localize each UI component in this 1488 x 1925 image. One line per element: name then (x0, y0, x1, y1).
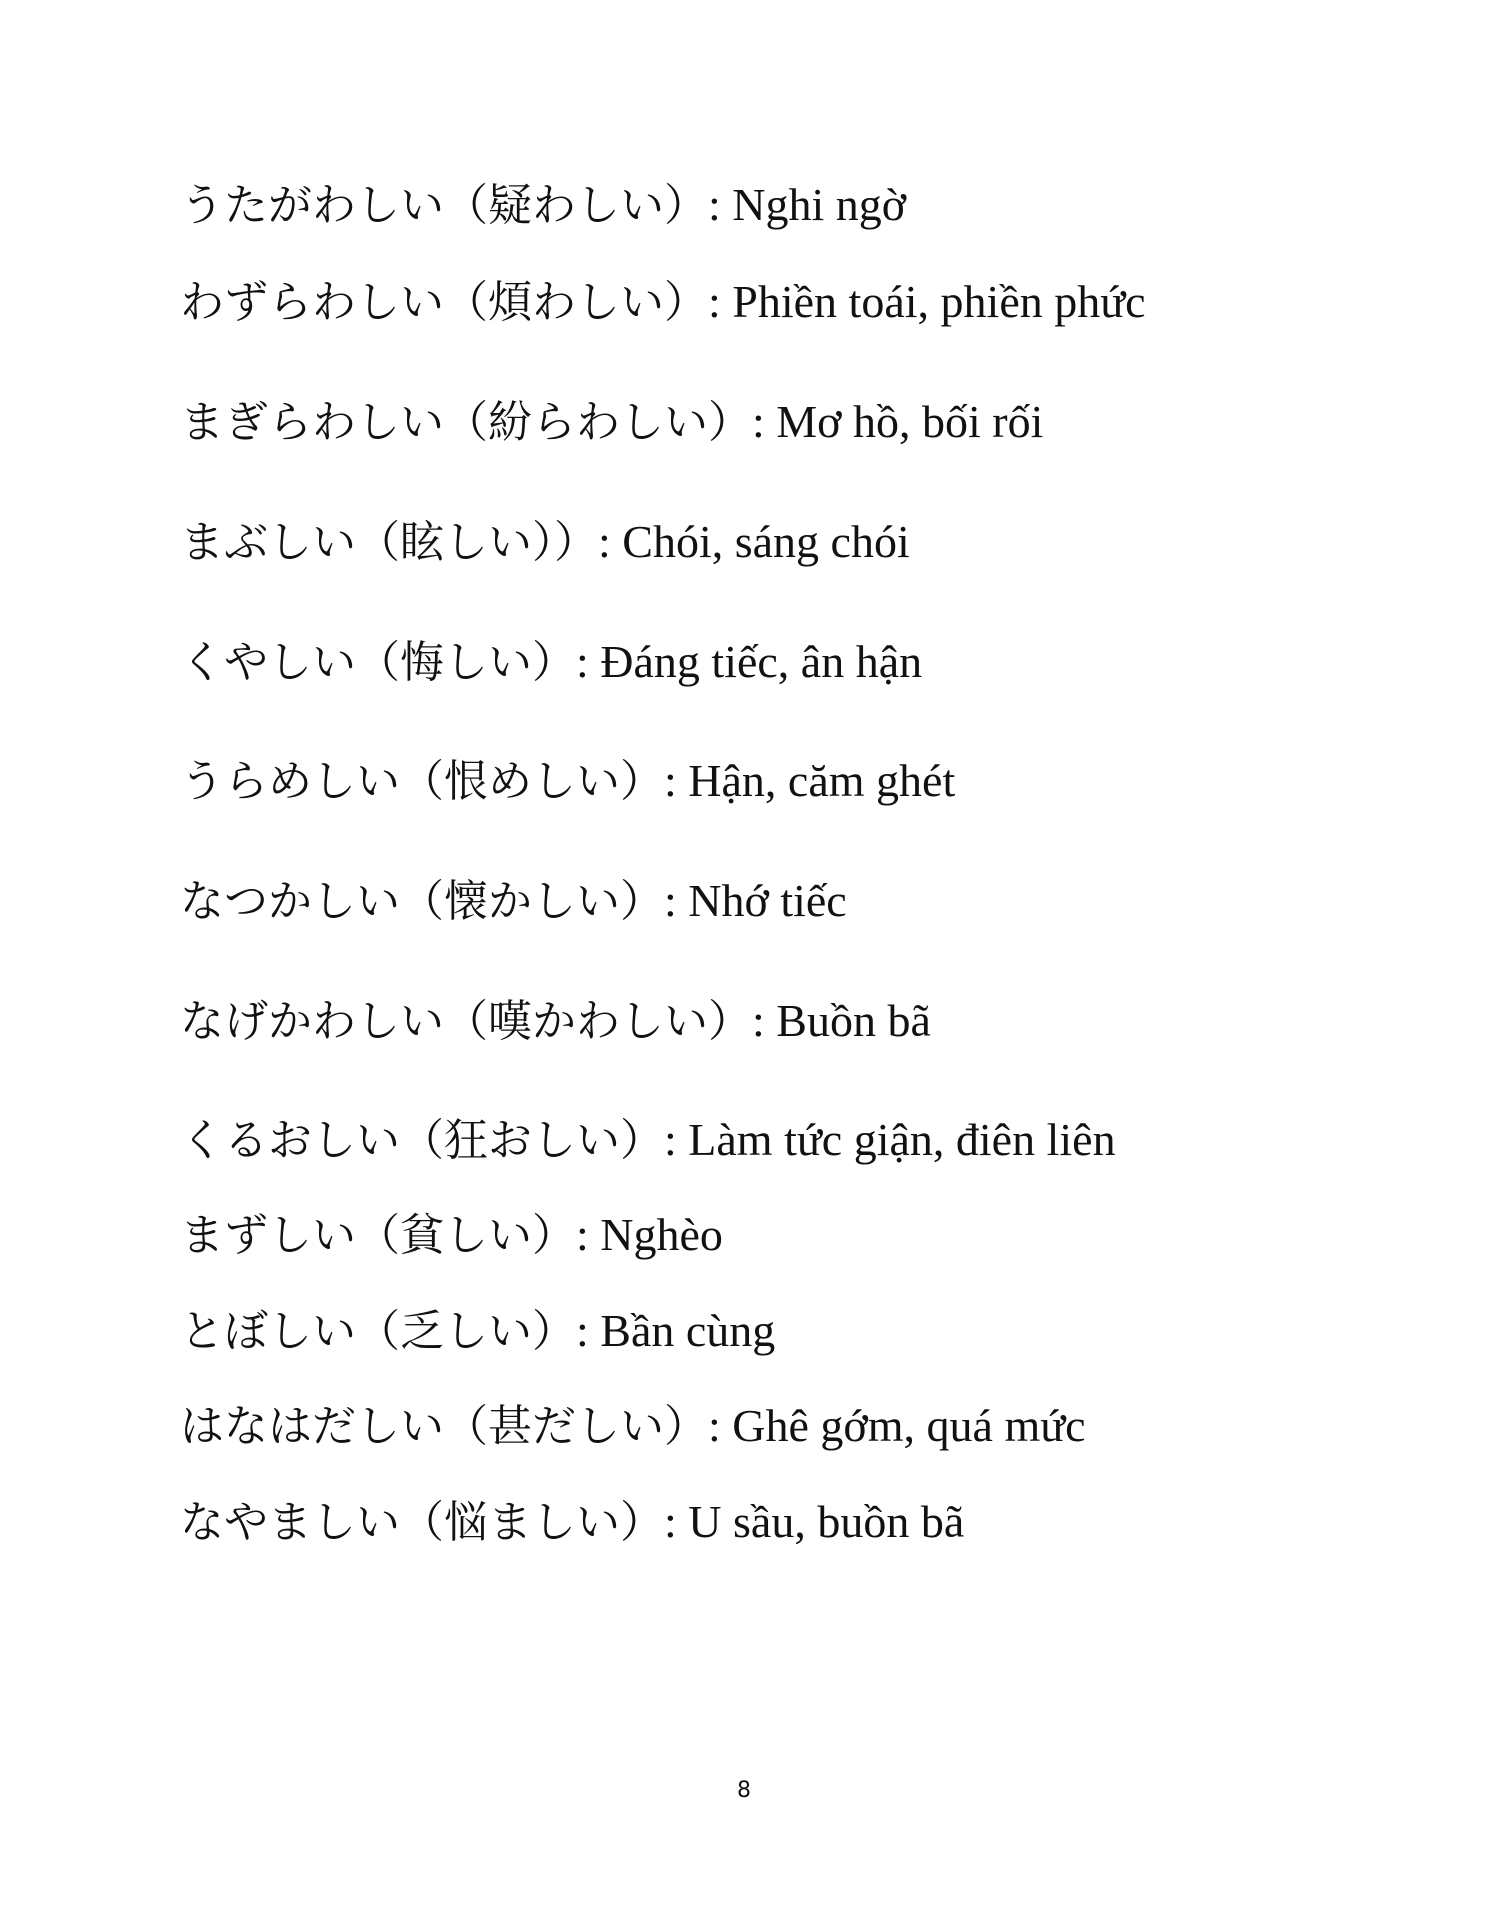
japanese-word: まずしい（貧しい） (180, 1210, 576, 1261)
vocab-entry-8 (180, 995, 931, 1047)
vocab-entry-13 (180, 1496, 965, 1548)
vietnamese-meaning: : Buồn bã (752, 995, 931, 1046)
vietnamese-meaning: : U sầu, buồn bã (664, 1496, 965, 1547)
japanese-word: なやましい（悩ましい） (180, 1497, 664, 1548)
japanese-word: はなはだしい（甚だしい） (180, 1401, 708, 1452)
vocab-entry-5 (180, 636, 923, 688)
japanese-word: うらめしい（恨めしい） (180, 756, 664, 807)
vietnamese-meaning: : Nghi ngờ (708, 179, 907, 230)
vocab-entry-2 (180, 276, 1146, 328)
vietnamese-meaning: : Bần cùng (576, 1305, 776, 1356)
vocab-entry-12 (180, 1400, 1086, 1452)
vocab-entry-11 (180, 1305, 776, 1357)
japanese-word: うたがわしい（疑わしい） (180, 180, 708, 231)
vietnamese-meaning: : Nghèo (576, 1209, 723, 1260)
vocab-entry-9 (180, 1114, 1116, 1166)
vietnamese-meaning: : Đáng tiếc, ân hận (576, 636, 923, 687)
vietnamese-meaning: : Nhớ tiếc (664, 875, 847, 926)
vocab-entry-10 (180, 1209, 723, 1261)
vietnamese-meaning: : Mơ hồ, bối rối (752, 396, 1044, 447)
japanese-word: とぼしい（乏しい） (180, 1306, 576, 1357)
page-number: 8 (737, 1778, 751, 1803)
vocab-entry-6 (180, 755, 956, 807)
vietnamese-meaning: : Làm tức giận, điên liên (664, 1114, 1116, 1165)
vietnamese-meaning: : Hận, căm ghét (664, 755, 956, 806)
japanese-word: まぶしい（眩しい）） (180, 517, 598, 568)
vocab-entry-4 (180, 516, 910, 568)
vietnamese-meaning: : Ghê gớm, quá mức (708, 1400, 1086, 1451)
vocab-entry-3 (180, 396, 1044, 448)
vocab-entry-7 (180, 875, 847, 927)
japanese-word: まぎらわしい（紛らわしい） (180, 397, 752, 448)
japanese-word: くるおしい（狂おしい） (180, 1115, 664, 1166)
japanese-word: くやしい（悔しい） (180, 637, 576, 688)
japanese-word: なげかわしい（嘆かわしい） (180, 996, 752, 1047)
vocab-entry-1 (180, 179, 907, 231)
japanese-word: なつかしい（懐かしい） (180, 876, 664, 927)
japanese-word: わずらわしい（煩わしい） (180, 277, 708, 328)
vietnamese-meaning: : Chói, sáng chói (598, 516, 910, 567)
vietnamese-meaning: : Phiền toái, phiền phức (708, 276, 1146, 327)
